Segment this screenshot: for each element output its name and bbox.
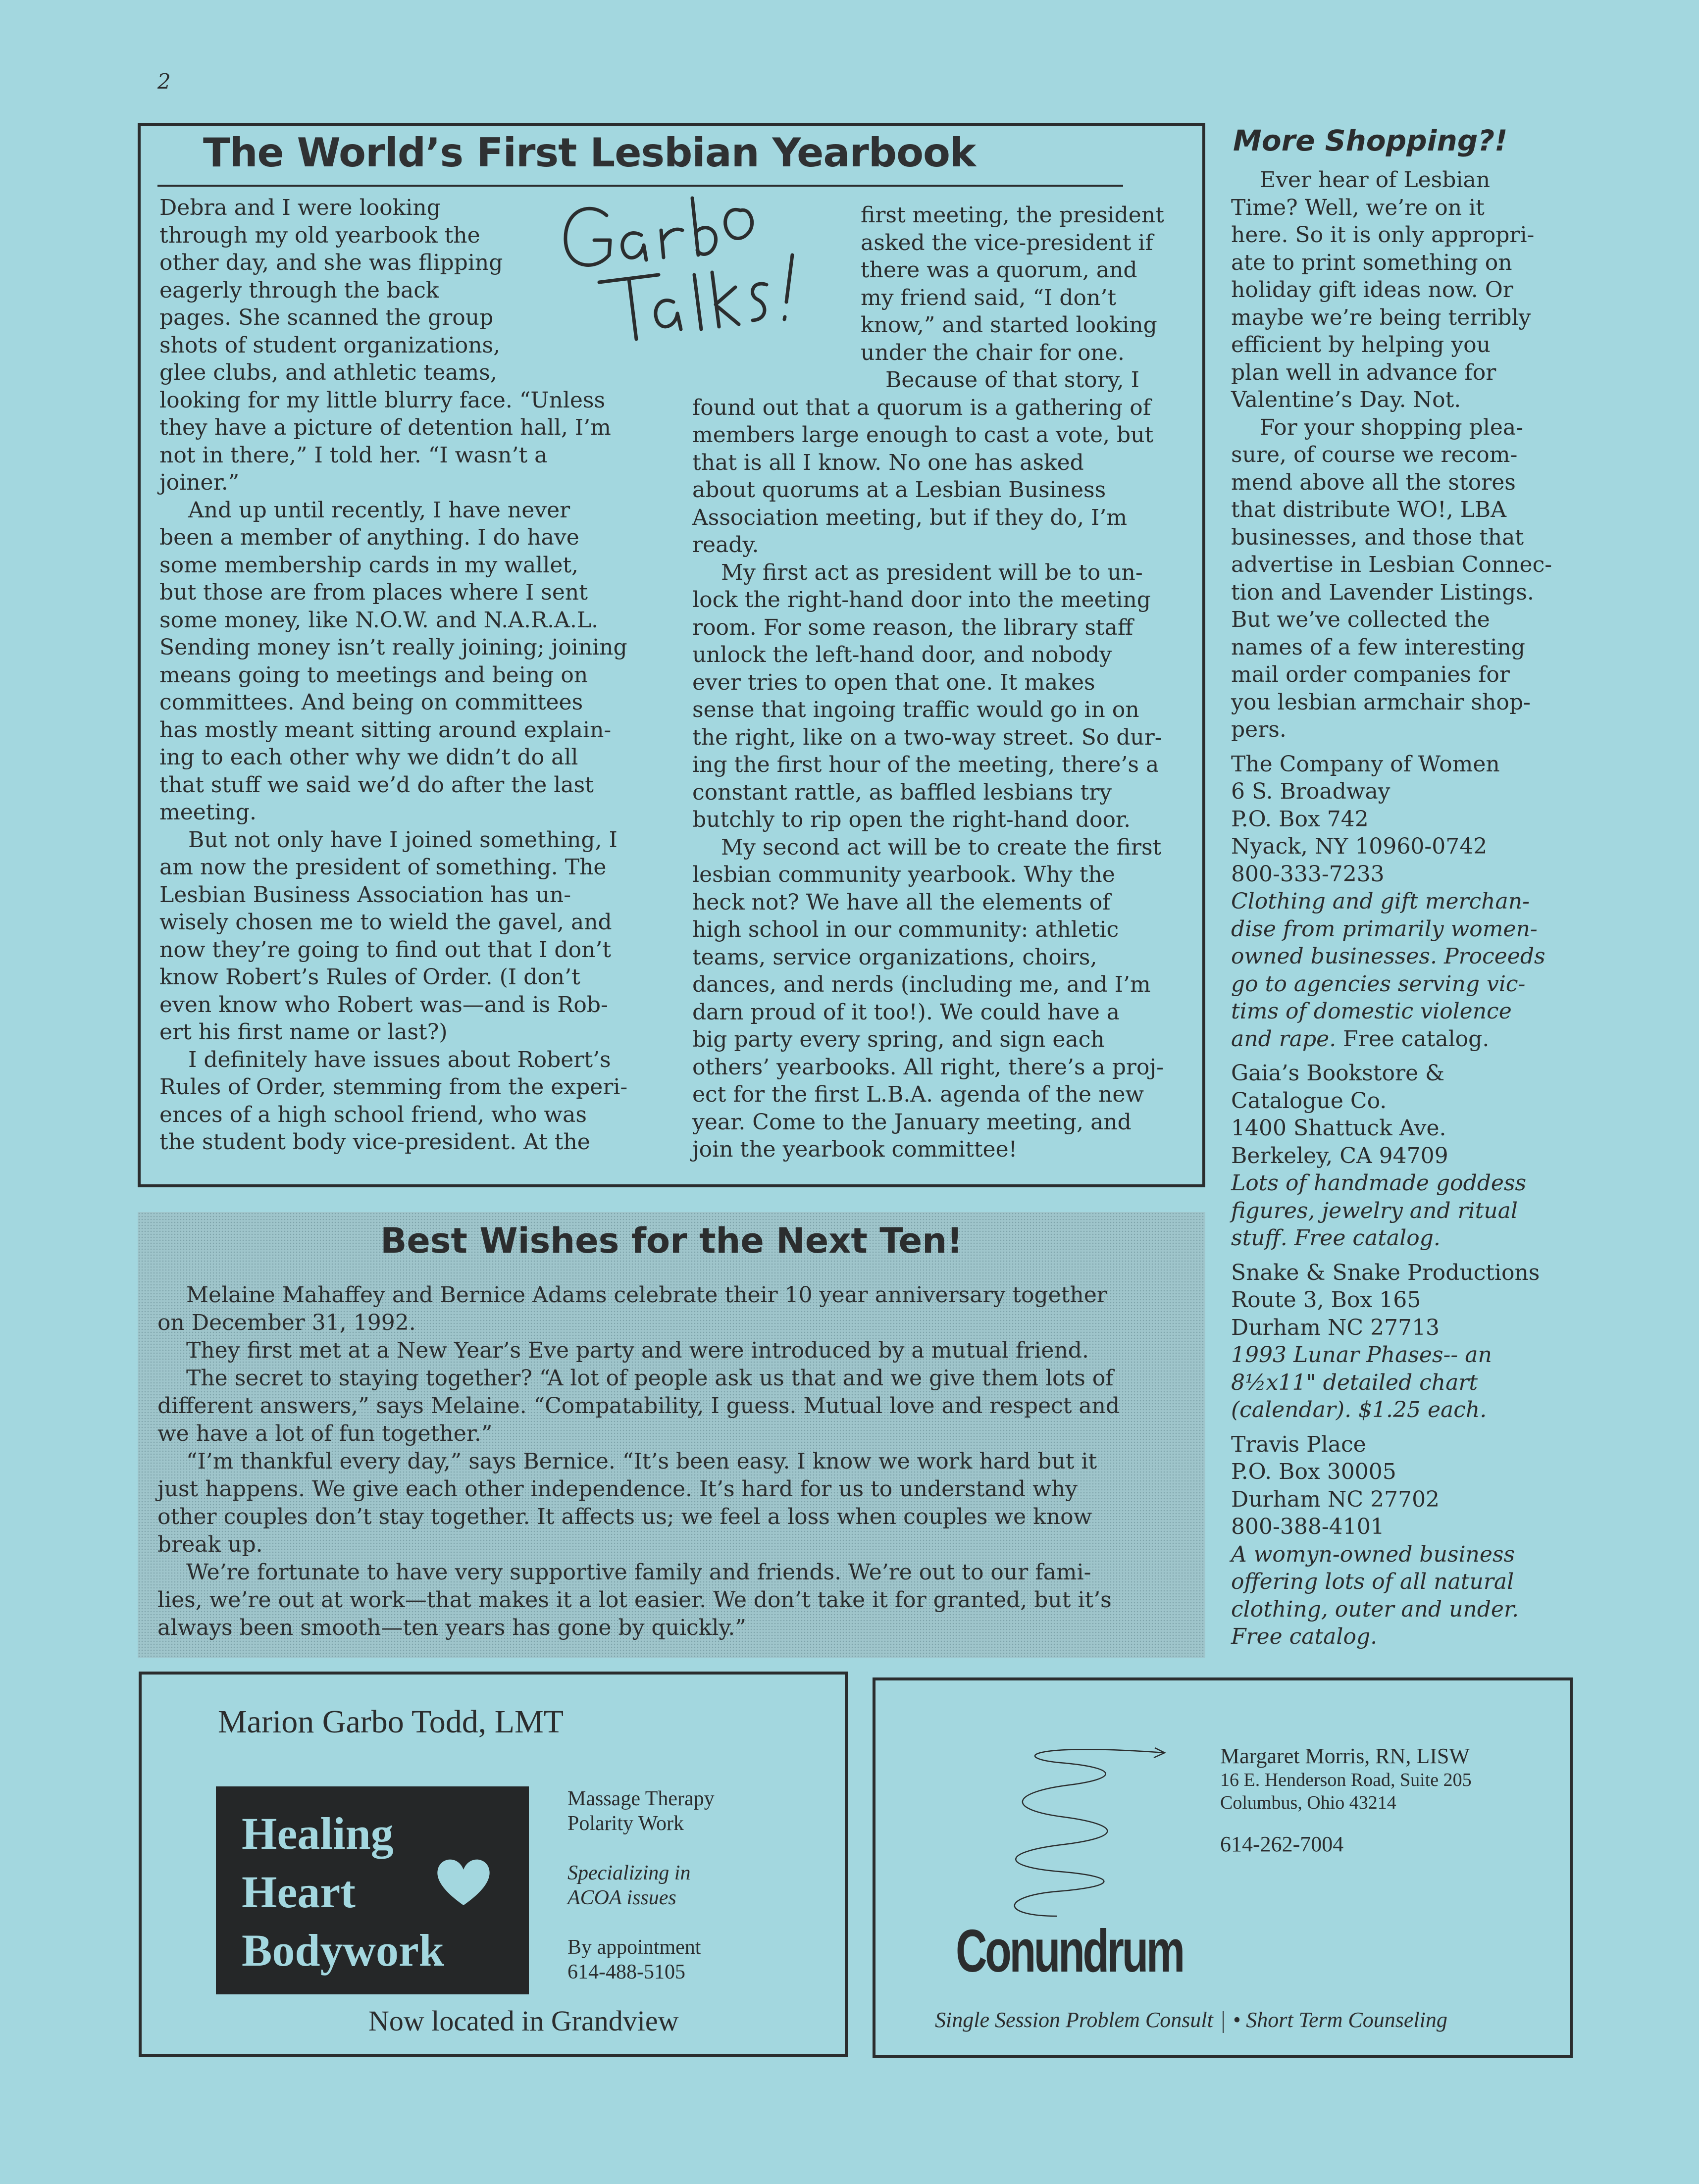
text-line: high school in our community: athletic	[692, 917, 1119, 942]
listing-line: Gaia’s Bookstore &	[1231, 1061, 1445, 1086]
text-line: Melaine Mahaffey and Bernice Adams celebrate their 10 year anniversary together	[186, 1282, 1107, 1308]
listing-line: The Company of Women	[1231, 751, 1500, 777]
listing-line: tims of domestic violence	[1231, 999, 1512, 1024]
text-line: committees. And being on committees	[159, 690, 583, 715]
text-line: ences of a high school friend, who was	[159, 1102, 587, 1127]
listing-line: go to agencies serving vic-	[1231, 971, 1526, 997]
text-line: Rules of Order, stemming from the experi-	[159, 1074, 628, 1100]
text-line: the student body vice-president. At the	[159, 1129, 590, 1155]
text-line: now they’re going to find out that I don’t	[159, 937, 612, 963]
text-line: found out that a quorum is a gathering of	[692, 395, 1151, 420]
service-line: Polarity Work	[567, 1812, 684, 1835]
text-line: know,” and started looking	[861, 312, 1157, 338]
spiral-arrow-icon	[971, 1733, 1179, 1926]
text-line: For your shopping plea-	[1260, 414, 1524, 440]
listing-line: and rape.	[1231, 1026, 1337, 1052]
text-line: join the yearbook committee!	[692, 1137, 1018, 1162]
best-wishes-text	[157, 1281, 1120, 1642]
listing-line: 800-333-7233	[1231, 861, 1385, 887]
text-line: asked the vice-president if	[861, 230, 1153, 255]
tagline-right: • Short Term Counseling	[1233, 2008, 1447, 2032]
healing-heart-logo-text	[242, 1804, 444, 1980]
text-line: some membership cards in my wallet,	[159, 552, 579, 578]
text-line: we have a lot of fun together.”	[157, 1421, 493, 1446]
text-line: through my old yearbook the	[159, 222, 480, 248]
logo-line: Heart	[242, 1867, 356, 1917]
text-line: members large enough to cast a vote, but	[692, 422, 1154, 448]
text-line: pages. She scanned the group	[159, 305, 494, 330]
text-line: ect for the first L.B.A. agenda of the new	[692, 1082, 1144, 1107]
listing-line: Berkeley, CA 94709	[1231, 1143, 1448, 1168]
text-line: Association meeting, but if they do, I’m	[692, 505, 1128, 530]
listing-line: Travis Place	[1231, 1431, 1366, 1457]
text-line: but those are from places where I sent	[159, 580, 588, 605]
text-line: And up until recently, I have never	[188, 497, 570, 523]
listing-line: Clothing and gift merchan-	[1231, 889, 1530, 914]
counselor-name: Margaret Morris, RN, LISW	[1220, 1744, 1470, 1768]
text-line: other couples don’t stay together. It affects us; we feel a loss when couples we know	[157, 1504, 1092, 1529]
text-line: I definitely have issues about Robert’s	[188, 1047, 611, 1072]
text-line: The secret to staying together? “A lot of people ask us that and we give them lots of	[186, 1366, 1114, 1391]
text-line: am now the president of something. The	[159, 855, 607, 880]
text-line: year. Come to the January meeting, and	[692, 1109, 1132, 1135]
text-line: heck not? We have all the elements of	[692, 889, 1111, 915]
text-line: maybe we’re being terribly	[1231, 305, 1531, 330]
text-line: Because of that story, I	[885, 367, 1140, 393]
article-column-2	[692, 202, 1164, 1164]
text-line: butchly to rip open the right-hand door.	[692, 807, 1131, 832]
listing-line: P.O. Box 30005	[1231, 1459, 1396, 1484]
listing-line: Nyack, NY 10960-0742	[1231, 834, 1488, 859]
listing-line: owned businesses. Proceeds	[1231, 944, 1545, 969]
text-line: meeting.	[159, 800, 257, 825]
text-line: you lesbian armchair shop-	[1231, 689, 1531, 715]
text-line: My first act as president will be to un-	[721, 559, 1143, 585]
listing-line: 6 S. Broadway	[1231, 779, 1390, 804]
listing-line: P.O. Box 742	[1231, 806, 1369, 832]
text-line: the right, like on a two-way street. So dur-	[692, 724, 1162, 750]
listing-line: 800-388-4101	[1231, 1514, 1385, 1539]
text-line: But we’ve collected the	[1231, 607, 1490, 632]
address-line: 16 E. Henderson Road, Suite 205	[1220, 1770, 1472, 1790]
listing-line: Free catalog.	[1336, 1026, 1490, 1052]
sidebar-title: More Shopping?!	[1233, 124, 1508, 157]
text-line: dances, and nerds (including me, and I’m	[692, 972, 1151, 997]
conundrum-logo: Conundrum	[956, 1917, 1183, 1984]
text-line: advertise in Lesbian Connec-	[1231, 552, 1552, 577]
text-line: darn proud of it too!). We could have a	[692, 999, 1120, 1025]
text-line: But not only have I joined something, I	[188, 827, 618, 853]
listing-line: 1400 Shattuck Ave.	[1231, 1116, 1446, 1141]
text-line: that is all I know. No one has asked	[692, 450, 1084, 475]
heart-icon	[434, 1856, 493, 1910]
text-line: Lesbian Business Association has un-	[159, 882, 571, 908]
text-line: ing to each other why we didn’t do all	[159, 745, 578, 770]
listing-line: Free catalog.	[1231, 1624, 1378, 1649]
tagline-left: Single Session Problem Consult	[935, 2008, 1213, 2032]
text-line: We’re fortunate to have very supportive family and friends. We’re out to our fami-	[186, 1560, 1091, 1585]
text-line: plan well in advance for	[1231, 359, 1496, 385]
text-line: different answers,” says Melaine. “Compatability, I guess. Mutual love and respect and	[157, 1393, 1120, 1419]
listing-line: (calendar). $1.25 each.	[1231, 1397, 1487, 1422]
text-line: break up.	[157, 1532, 263, 1557]
text-line: room. For some reason, the library staff	[692, 614, 1133, 640]
text-line: Ever hear of Lesbian	[1260, 167, 1491, 193]
text-line: sure, of course we recom-	[1231, 442, 1518, 467]
text-line: mail order companies for	[1231, 662, 1510, 687]
text-line: glee clubs, and athletic teams,	[159, 360, 497, 385]
listing-line: figures, jewelry and ritual	[1231, 1198, 1518, 1223]
text-line: wisely chosen me to wield the gavel, and	[159, 910, 612, 935]
listing-line: Durham NC 27702	[1231, 1486, 1440, 1512]
text-line: unlock the left-hand door, and nobody	[692, 642, 1112, 667]
text-line: tion and Lavender Listings.	[1231, 579, 1534, 605]
text-line: always been smooth—ten years has gone by quickly.”	[157, 1615, 746, 1640]
text-line: efficient by helping you	[1231, 332, 1491, 357]
therapist-name: Marion Garbo Todd, LMT	[218, 1704, 564, 1740]
text-line: means going to meetings and being on	[159, 662, 588, 688]
text-line: “I’m thankful every day,” says Bernice. “It’s been easy. I know we work hard but it	[186, 1449, 1097, 1474]
text-line: ready.	[692, 532, 759, 558]
text-line: holiday gift ideas now. Or	[1231, 277, 1513, 303]
text-line: lies, we’re out at work—that makes it a lot easier. We don’t take it for granted, but it’s	[157, 1587, 1112, 1613]
location-note: Now located in Grandview	[368, 2005, 679, 2037]
listing-line: stuff. Free catalog.	[1231, 1225, 1441, 1251]
tagline-divider	[1223, 2011, 1224, 2033]
text-line: Sending money isn’t really joining; joining	[159, 635, 627, 660]
text-line: businesses, and those that	[1231, 524, 1524, 550]
page-number: 2	[157, 69, 171, 94]
logo-line: Healing	[242, 1808, 394, 1859]
text-line: on December 31, 1992.	[157, 1310, 416, 1335]
text-line: know Robert’s Rules of Order. (I don’t	[159, 965, 580, 990]
text-line: my friend said, “I don’t	[861, 285, 1117, 310]
conundrum-contact	[1220, 1744, 1472, 1857]
text-line: others’ yearbooks. All right, there’s a proj-	[692, 1054, 1164, 1080]
service-line: Massage Therapy	[567, 1787, 715, 1810]
text-line: been a member of anything. I do have	[159, 525, 579, 550]
article-title: The World’s First Lesbian Yearbook	[203, 130, 976, 176]
text-line: that stuff we said we’d do after the last	[159, 772, 594, 798]
text-line: mend above all the stores	[1231, 469, 1516, 495]
text-line: here. So it is only appropri-	[1231, 222, 1535, 248]
listing-line: A womyn-owned business	[1231, 1541, 1515, 1567]
conundrum-tagline	[935, 2007, 1447, 2033]
appointment-phone: 614-488-5105	[567, 1961, 685, 1983]
listing-line: 1993 Lunar Phases-- an	[1231, 1342, 1492, 1368]
text-line: shots of student organizations,	[159, 332, 501, 358]
listing-line: 8½x11" detailed chart	[1231, 1370, 1478, 1395]
listing-line: Durham NC 27713	[1231, 1315, 1440, 1340]
phone-number: 614-262-7004	[1220, 1832, 1344, 1856]
text-line: has mostly meant sitting around explain-	[159, 717, 612, 743]
specialty-line: ACOA issues	[567, 1886, 676, 1909]
text-line: lesbian community yearbook. Why the	[692, 862, 1115, 887]
text-line: some money, like N.O.W. and N.A.R.A.L.	[159, 607, 599, 633]
sidebar-text	[1231, 166, 1552, 1651]
text-line: constant rattle, as baffled lesbians try	[692, 779, 1112, 805]
text-line: first meeting, the president	[861, 203, 1164, 228]
text-line: big party every spring, and sign each	[692, 1027, 1105, 1052]
text-line: ert his first name or last?)	[159, 1019, 448, 1045]
text-line: Time? Well, we’re on it	[1231, 195, 1485, 220]
appointment-line: By appointment	[567, 1936, 701, 1959]
text-line: they have a picture of detention hall, I’m	[159, 415, 611, 440]
text-line: sense that ingoing traffic would go in on	[692, 697, 1139, 722]
text-line: lock the right-hand door into the meeting	[692, 587, 1151, 612]
listing-line: clothing, outer and under.	[1231, 1596, 1519, 1622]
text-line: looking for my little blurry face. “Unless	[159, 387, 606, 413]
best-wishes-title: Best Wishes for the Next Ten!	[380, 1220, 963, 1261]
text-line: Debra and I were looking	[159, 195, 441, 220]
specialty-line: Specializing in	[567, 1862, 691, 1884]
text-line: about quorums at a Lesbian Business	[692, 477, 1106, 503]
text-line: teams, service organizations, choirs,	[692, 944, 1097, 970]
listing-line: Route 3, Box 165	[1231, 1287, 1421, 1313]
text-line: ever tries to open that one. It makes	[692, 669, 1095, 695]
text-line: ate to print something on	[1231, 250, 1512, 275]
logo-line: Bodywork	[242, 1925, 444, 1976]
article-column-1	[159, 194, 627, 1156]
text-line: even know who Robert was—and is Rob-	[159, 992, 608, 1017]
address-line: Columbus, Ohio 43214	[1220, 1792, 1396, 1813]
listing-line: Catalogue Co.	[1231, 1088, 1387, 1114]
text-line: not in there,” I told her. “I wasn’t a	[159, 442, 548, 468]
text-line: ing the first hour of the meeting, there’s a	[692, 752, 1159, 777]
listing-line: dise from primarily women-	[1231, 916, 1538, 942]
text-line: Valentine’s Day. Not.	[1231, 387, 1461, 412]
text-line: other day, and she was flipping	[159, 250, 503, 275]
listing-line: offering lots of all natural	[1231, 1569, 1514, 1594]
text-line: just happens. We give each other independence. It’s hard for us to understand why	[157, 1476, 1078, 1502]
text-line: My second act will be to create the first	[721, 834, 1162, 860]
healing-heart-details	[567, 1786, 715, 1984]
text-line: that distribute WO!, LBA	[1231, 497, 1507, 522]
text-line: They first met at a New Year’s Eve party and were introduced by a mutual friend.	[186, 1338, 1089, 1363]
text-line: under the chair for one.	[861, 340, 1125, 365]
text-line: joiner.”	[159, 470, 240, 495]
listing-line: Lots of handmade goddess	[1231, 1170, 1527, 1196]
text-line: names of a few interesting	[1231, 634, 1525, 660]
text-line: pers.	[1231, 717, 1287, 742]
text-line: there was a quorum, and	[861, 257, 1137, 283]
listing-line: Snake & Snake Productions	[1231, 1260, 1540, 1285]
text-line: eagerly through the back	[159, 277, 439, 303]
